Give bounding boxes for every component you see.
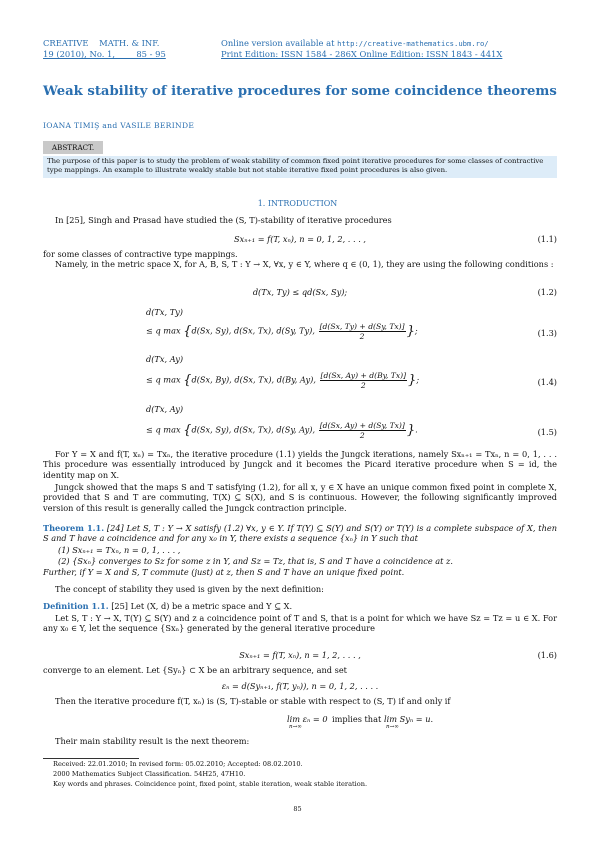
paragraph: In [25], Singh and Prasad have studied the (S, T)-stability of iterative procedures (55, 215, 392, 225)
paragraph: Jungck showed that the maps S and T satisfying (1.2), for all x, y ∈ X have an unique common fixed point in complete X, provided that S and T are commuting, T(X) ⊆ S(X), and S is continuous. However, the following significantly improved version of this result is generally called the Jungck contraction principle. (43, 482, 557, 513)
equation-number: (1.4) (537, 377, 557, 387)
equation-number: (1.5) (537, 427, 557, 437)
theorem-item-1: (1) Sxₙ₊₁ = Txₙ, n = 0, 1, . . . , (58, 545, 181, 555)
equation-1-5-rhs: ≤ q max {d(Sx, Sy), d(Sx, Tx), d(Sy, Ay), $\frac{[d(Sx, Ay) + d(Sy, Tx)]}{2}$ }. (146, 421, 418, 440)
equation-1-4-rhs: ≤ q max {d(Sx, By), d(Sx, Tx), d(By, Ay), $\frac{[d(Sx, Ay) + d(By, Tx)]}{2}$ }; (146, 371, 420, 390)
equation-number: (1.6) (537, 650, 557, 660)
edition-info (221, 38, 561, 60)
theorem-conclusion: Further, if Y = X and S, T commute (just) at z, then S and T have an unique fixed point. (43, 567, 405, 577)
journal-line-2: 19 (2010), No. 1, 85 - 95 (43, 49, 166, 59)
equation-1-1: Sxₙ₊₁ = f(T, xₙ), n = 0, 1, 2, . . . , (233, 234, 367, 244)
definition-body: Let S, T : Y → X, T(Y) ⊆ S(Y) and z a coincidence point of T and S, that is a point for which we have Sz = Tz = u ∈ X. For any x₀ ∈ Y, let the sequence {Sxₙ} generated by the general iterative procedure (43, 613, 557, 634)
abstract-label: ABSTRACT. (43, 141, 103, 154)
paragraph: For Y = X and f(T, xₙ) = Txₙ, the iterative procedure (1.1) yields the Jungck iterations, namely Sxₙ₊₁ = Txₙ, n = 0, 1, . . . This procedure was essentially introduced by Jungck and it becomes the Picard iterative procedure when S = id, the identity map on X. (43, 449, 557, 480)
authors: IOANA TIMIŞ and VASILE BERINDE (43, 121, 195, 130)
journal-info (43, 38, 213, 60)
journal-line-1: CREATIVE MATH. & INF. (43, 38, 160, 48)
equation-number: (1.1) (537, 234, 557, 244)
equation-epsilon: εₙ = d(Syₙ₊₁, f(T, yₙ)), n = 0, 1, 2, . . . . (221, 681, 379, 691)
footnote-received: Received: 22.01.2010; In revised form: 05.02.2010; Accepted: 08.02.2010. (53, 760, 303, 768)
equation-1-4-lhs: d(Tx, Ay) (146, 354, 184, 364)
equation-number: (1.3) (537, 328, 557, 338)
equation-1-3-lhs: d(Tx, Ty) (146, 307, 183, 317)
equation-number: (1.2) (537, 287, 557, 297)
limit-2-sub: n→∞ (386, 724, 399, 730)
online-url-link[interactable]: http://creative-mathematics.ubm.ro/ (337, 39, 489, 48)
theorem-text: [24] Let S, T : Y → X satisfy (1.2) ∀x, y ∈ Y. If T(Y) ⊆ S(Y) and S(Y) or T(Y) is a complete subspace of X, then S and T have a coincidence and for any x₀ in Y, there exists a sequence {xₙ} in Y such that (43, 523, 557, 544)
paragraph: The concept of stability they used is given by the next definition: (55, 584, 324, 594)
theorem-label: Theorem 1.1. (43, 523, 105, 533)
theorem-1-1 (43, 523, 557, 544)
definition-text: [25] Let (X, d) be a metric space and Y ⊆ X. (111, 601, 293, 611)
page-number: 85 (293, 805, 302, 813)
footnote-rule (43, 758, 139, 759)
footnote-msc: 2000 Mathematics Subject Classification. 54H25, 47H10. (53, 770, 246, 778)
abstract-text: The purpose of this paper is to study the problem of weak stability of common fixed point iterative procedures for some classes of contractive type mappings. An example to illustrate weakly stable but not stable iterative fixed point procedures is also given. (43, 156, 557, 178)
paragraph: Namely, in the metric space X, for A, B, S, T : Y → X, ∀x, y ∈ Y, where q ∈ (0, 1), they are using the following conditions : (55, 259, 554, 269)
equation-1-2: d(Tx, Ty) ≤ qd(Sx, Sy); (252, 287, 348, 297)
online-prefix: Online version available at (221, 38, 338, 48)
equation-1-6: Sxₙ₊₁ = f(T, xₙ), n = 1, 2, . . . , (239, 650, 361, 660)
definition-label: Definition 1.1. (43, 601, 109, 611)
paragraph: for some classes of contractive type mappings. (43, 249, 238, 259)
definition-1-1 (43, 601, 557, 611)
footnote-keywords: Key words and phrases. Coincidence point, fixed point, stable iteration, weak stable iteration. (53, 780, 368, 788)
paper-title: Weak stability of iterative procedures for some coincidence theorems (43, 84, 557, 99)
limit-1: lim εₙ = 0 (287, 714, 328, 724)
limit-mid: implies that (332, 714, 382, 724)
limit-1-sub: n→∞ (289, 724, 302, 730)
theorem-item-2: (2) {Sxₙ} converges to Sz for some z in Y, and Sz = Tz, that is, S and T have a coincidence at z. (58, 556, 453, 566)
paragraph: Their main stability result is the next theorem: (55, 736, 250, 746)
section-heading: 1. INTRODUCTION (257, 199, 338, 208)
equation-1-5-lhs: d(Tx, Ay) (146, 404, 184, 414)
equation-1-3-rhs: ≤ q max {d(Sx, Sy), d(Sx, Tx), d(Sy, Ty), $\frac{[d(Sx, Ty) + d(Sy, Tx)]}{2}$ }; (146, 322, 418, 341)
print-edition: Print Edition: ISSN 1584 - 286X Online Edition: ISSN 1843 - 441X (221, 49, 503, 59)
limit-2: lim Syₙ = u. (384, 714, 434, 724)
paragraph: Then the iterative procedure f(T, xₙ) is (S, T)-stable or stable with respect to (S, T) if and only if (55, 696, 451, 706)
paragraph: converge to an element. Let {Syₙ} ⊂ X be an arbitrary sequence, and set (43, 665, 347, 675)
